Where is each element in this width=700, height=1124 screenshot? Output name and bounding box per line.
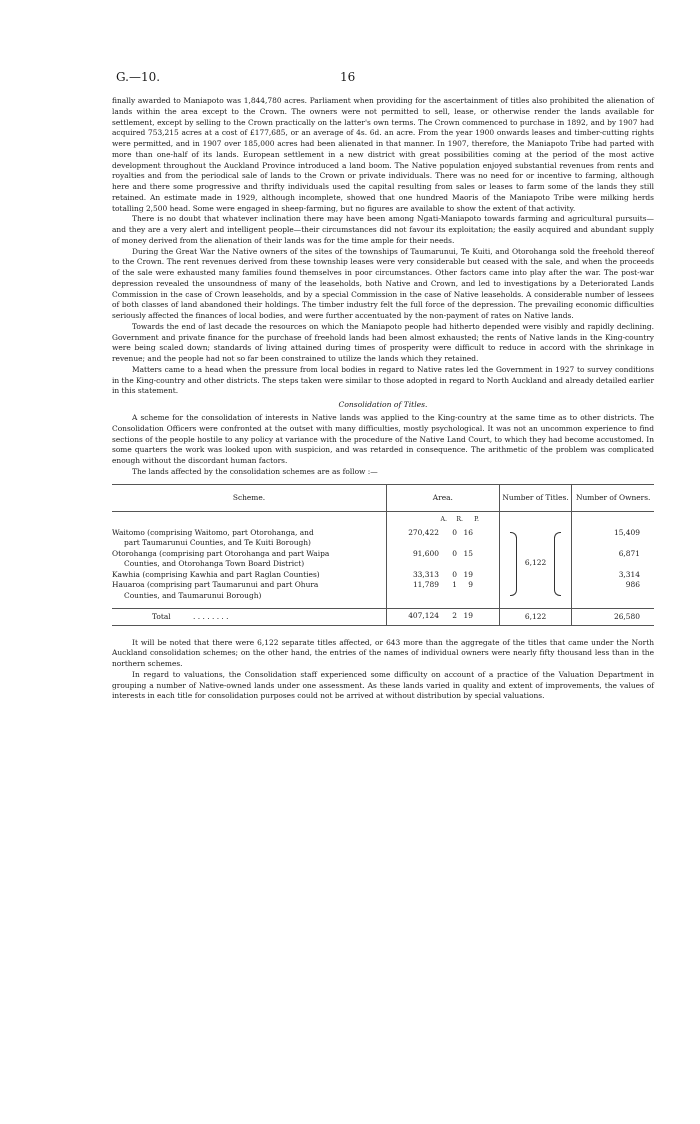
leader-dots: . . . . . . . . bbox=[193, 612, 229, 622]
unit-perches: P. bbox=[474, 515, 479, 523]
paragraph: Matters came to a head when the pressure from local bodies in regard to Native rates led the Government in 1927 to survey conditions in the King-country and other districts. The steps taken were similar to those adopted in regard to North Auckland and already detailed earlier in this statement. bbox=[112, 364, 654, 396]
scheme-name: Waitomo (comprising Waitomo, part Otorohanga, and bbox=[112, 527, 314, 537]
area-perches: 15 bbox=[463, 548, 473, 558]
scheme-name: Otorohanga (comprising part Otorohanga and part Waipa bbox=[112, 548, 330, 558]
total-owners: 26,580 bbox=[572, 608, 654, 625]
owners-value: 3,314 bbox=[618, 569, 640, 579]
paragraph: A scheme for the consolidation of interests in Native lands was applied to the King-country at the same time as to other districts. The Consolidation Officers were confronted at the outset with many difficulties, mostly psychological. It was not an uncommon experience to find sections of the people hostile to any policy at variance with the procedure of the Native Land Court, to which they had become accustomed. In some quarters the work was looked upon with suspicion, and was retarded in consequence. The arithmetic of the problem was complicated enough without the discordant human factors. bbox=[112, 413, 654, 465]
area-acres: 33,313 bbox=[412, 569, 439, 579]
paragraph: The lands affected by the consolidation schemes are as follow :— bbox=[132, 466, 378, 476]
total-perches: 19 bbox=[463, 611, 473, 621]
total-label: Total bbox=[152, 612, 171, 622]
right-brace bbox=[554, 532, 561, 596]
total-area bbox=[387, 611, 499, 622]
section-heading: Consolidation of Titles. bbox=[338, 400, 428, 409]
paragraph: Towards the end of last decade the resources on which the Maniapoto people had hitherto depended were visibly and rapidly declining. Government and private finance for the purchase of freehold lands had been almost exhausted; the rents of Native lands in the King-country were being scaled down; standards of living attained during times of prosperity were difficult to reduce in accord with the shrinkage in revenue; and the people had not so far been constrained to utilize the lands which they retained. bbox=[112, 321, 654, 363]
combined-titles-brace bbox=[500, 528, 572, 600]
scheme-names bbox=[112, 528, 382, 602]
paragraph: In regard to valuations, the Consolidation staff experienced some difficulty on account of a practice of the Valuation Department in grouping a number of Native-owned lands under one assessment. As these lands varied in quality and extent of improvements, the values of interests in each title for consolidation purposes could not be arrived at without distribution by special valuations. bbox=[112, 669, 654, 701]
owners-value: 6,871 bbox=[618, 548, 640, 558]
scheme-name: Kawhia (comprising Kawhia and part Raglan Counties) bbox=[112, 569, 320, 579]
total-row bbox=[112, 608, 654, 625]
consolidation-schemes-table bbox=[112, 484, 654, 626]
page-number: 16 bbox=[340, 70, 356, 84]
total-roods: 2 bbox=[452, 611, 457, 621]
area-acres: 11,789 bbox=[412, 580, 439, 590]
owners-values bbox=[572, 528, 640, 602]
area-row bbox=[387, 549, 499, 560]
area-row bbox=[387, 580, 499, 591]
scheme-name: Hauaroa (comprising part Taumarunui and part Ohura bbox=[112, 580, 319, 590]
body-text bbox=[112, 96, 654, 478]
total-acres: 407,124 bbox=[408, 611, 439, 621]
area-perches: 16 bbox=[463, 527, 473, 537]
area-roods: 0 bbox=[452, 569, 457, 579]
table-header-row bbox=[112, 484, 654, 511]
area-roods: 1 bbox=[452, 580, 457, 590]
column-header-titles: Number of Titles. bbox=[499, 484, 572, 511]
paragraph: finally awarded to Maniapoto was 1,844,780 acres. Parliament when providing for the ascertainment of titles also prohibited the alienation of lands within the area except to the Crown. The owners were not permitted to sell, lease, or otherwise render the lands available for settlement, except by selling to the Crown practically on the latter's own terms. The Crown commenced to purchase in 1892, and by 1907 had acquired 753,215 acres at a cost of £177,685, or an average of 4s. 6d. an acre. From the year 1900 onwards leases and timber-cutting rights were permitted, and in 1907 over 185,000 acres had been alienated in that manner. In 1907, therefore, the Maniapoto Tribe had parted with more than one-half of its lands. European settlement in a new district with great possibilities coming at the period of the most active development throughout the Auckland Province introduced a land boom. The Native population enjoyed substantial revenues from rents and royalties and from the periodical sale of lands to the Crown or private individuals. There was no need for or incentive to farming, although here and there some progressive and thrifty individuals used the capital resulting from sales or leases to farm some of the lands they still retained. An estimate made in 1929, although incomplete, showed that one hundred Maoris of the Maniapoto Tribe were milking herds totalling 2,500 head. Some were engaged in sheep-farming, but no figures are available to show the extent of that activity. bbox=[112, 96, 654, 213]
area-roods: 0 bbox=[452, 527, 457, 537]
scheme-name-continued: Counties, and Taumarunui Borough) bbox=[124, 591, 262, 601]
unit-acres: A. bbox=[440, 515, 447, 523]
document-page bbox=[112, 70, 654, 702]
column-header-scheme: Scheme. bbox=[112, 484, 386, 511]
owners-value: 986 bbox=[625, 580, 640, 590]
paragraph: There is no doubt that whatever inclination there may have been among Ngati-Maniapoto towards farming and agricultural pursuits—and they are a very alert and intelligent people—their circumstances did not favour its exploitation; the easily acquired and abundant supply of money derived from the alienation of their lands was for the time ample for their needs. bbox=[112, 214, 654, 245]
total-titles: 6,122 bbox=[499, 608, 572, 625]
page-header bbox=[112, 70, 654, 90]
column-header-owners: Number of Owners. bbox=[572, 484, 654, 511]
area-row bbox=[387, 570, 499, 581]
scheme-name-continued: part Taumarunui Counties, and Te Kuiti Borough) bbox=[124, 538, 311, 548]
scheme-name-continued: Counties, and Otorohanga Town Board District) bbox=[124, 559, 305, 569]
area-acres: 270,422 bbox=[408, 527, 439, 537]
area-perches: 9 bbox=[468, 580, 473, 590]
area-perches: 19 bbox=[463, 569, 473, 579]
area-acres: 91,600 bbox=[412, 548, 439, 558]
area-units bbox=[387, 516, 499, 523]
area-row bbox=[387, 528, 499, 539]
unit-roods: R. bbox=[456, 515, 463, 523]
closing-text bbox=[112, 638, 654, 703]
document-reference: G.—10. bbox=[116, 70, 161, 84]
paragraph: It will be noted that there were 6,122 separate titles affected, or 643 more than the aggregate of the titles that came under the North Auckland consolidation schemes; on the other hand, the entries of the names of individual owners were nearly fifty thousand less than in the northern schemes. bbox=[112, 637, 654, 669]
area-roods: 0 bbox=[452, 548, 457, 558]
column-header-area: Area. bbox=[386, 484, 499, 511]
table-body-row bbox=[112, 528, 654, 602]
paragraph: During the Great War the Native owners of the sites of the townships of Taumarunui, Te Kuiti, and Otorohanga sold the freehold thereof to the Crown. The rent revenues derived from these township leases were very considerable but ceased with the sale, and when the proceeds of the sale were exhausted many families found themselves in poor circumstances. Other factors came into play after the war. The post-war depression revealed the unsoundness of many of the leaseholds, both Native and Crown, and led to investigations by a Deteriorated Lands Commission in the case of Crown leaseholds, and by a special Commission in the case of Native leaseholds. A considerable number of lessees of both classes of land abandoned their holdings. The timber industry felt the full force of the depression. The prevailing economic difficulties seriously affected the finances of local bodies, and were further accentuated by the non-payment of rates on Native lands. bbox=[112, 246, 654, 320]
area-units-row bbox=[112, 511, 654, 528]
combined-titles-value: 6,122 bbox=[524, 557, 547, 567]
owners-value: 15,409 bbox=[613, 527, 640, 537]
